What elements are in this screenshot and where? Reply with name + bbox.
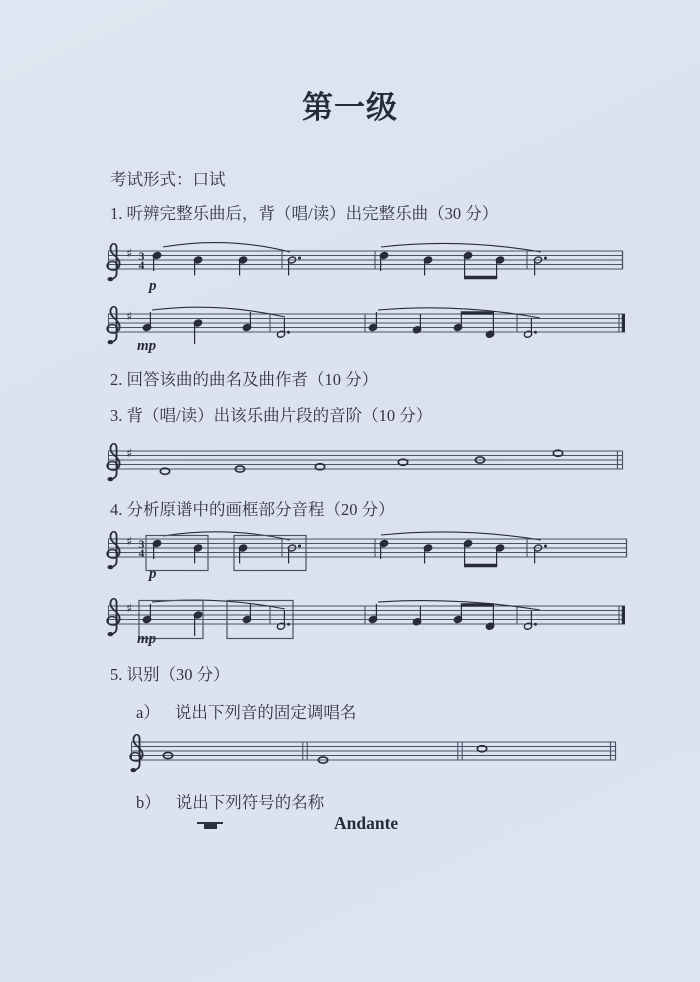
augmentation-dot [534, 623, 537, 626]
sharp-icon: ♯ [126, 245, 133, 261]
sharp-icon: ♯ [126, 445, 133, 461]
augmentation-dot [544, 545, 547, 548]
final-barline [622, 314, 625, 332]
staff-1 [107, 243, 623, 294]
exam-format-line: 考试形式：口试 [110, 170, 226, 189]
question-5a-marker: a） [136, 703, 160, 722]
time-signature-denominator: 4 [138, 547, 145, 560]
treble-clef-icon [107, 444, 119, 482]
clef-curve [107, 244, 119, 279]
sharp-icon: ♯ [126, 308, 133, 324]
final-barline [622, 606, 625, 624]
treble-clef-icon [107, 532, 119, 570]
clef-curve [107, 444, 119, 479]
treble-clef-icon [107, 307, 119, 345]
dynamic-marking: mp [137, 631, 157, 647]
question-5b-text: 说出下列符号的名称 [175, 793, 325, 812]
dynamic-marking: mp [137, 338, 157, 354]
question-5a-text: 说出下列音的固定调唱名 [174, 703, 357, 722]
slur [152, 600, 285, 609]
augmentation-dot [544, 257, 547, 260]
staff-2 [107, 307, 625, 354]
staff-4 [107, 532, 627, 582]
sharp-icon: ♯ [126, 533, 133, 549]
slur [152, 307, 285, 317]
augmentation-dot [298, 257, 301, 260]
question-1: 1. 听辨完整乐曲后，背（唱/读）出完整乐曲（30 分） [110, 204, 499, 223]
clef-ball [108, 632, 114, 636]
time-signature-numerator: 3 [138, 250, 145, 263]
treble-clef-icon [130, 735, 142, 773]
clef-ball [108, 565, 114, 569]
dynamic-marking: p [149, 278, 157, 294]
augmentation-dot [534, 331, 537, 334]
time-signature-denominator: 4 [138, 259, 145, 272]
clef-ball [131, 768, 137, 772]
staff-3 [107, 444, 623, 482]
slur [378, 601, 540, 610]
slur [378, 308, 540, 318]
augmentation-dot [287, 623, 290, 626]
question-5b-marker: b） [136, 793, 161, 812]
clef-ball [108, 340, 114, 344]
clef-curve [130, 735, 142, 770]
tempo-marking: Andante [334, 813, 399, 833]
clef-ball [108, 477, 114, 481]
treble-clef-icon [107, 244, 119, 282]
question-5: 5. 识别（30 分） [110, 665, 230, 684]
sharp-icon: ♯ [126, 600, 133, 616]
clef-curve [107, 307, 119, 342]
augmentation-dot [298, 545, 301, 548]
staff-6 [130, 735, 616, 773]
question-2: 2. 回答该曲的曲名及曲作者（10 分） [110, 370, 379, 389]
question-4: 4. 分析原谱中的画框部分音程（20 分） [110, 500, 395, 519]
dynamic-marking: p [149, 566, 157, 582]
clef-curve [107, 532, 119, 567]
question-3: 3. 背（唱/读）出该乐曲片段的音阶（10 分） [110, 406, 433, 425]
page-title: 第一级 [302, 90, 398, 125]
augmentation-dot [287, 331, 290, 334]
clef-ball [108, 277, 114, 281]
staff-5 [107, 599, 625, 647]
clef-curve [107, 599, 119, 634]
time-signature-numerator: 3 [138, 538, 145, 551]
treble-clef-icon [107, 599, 119, 637]
